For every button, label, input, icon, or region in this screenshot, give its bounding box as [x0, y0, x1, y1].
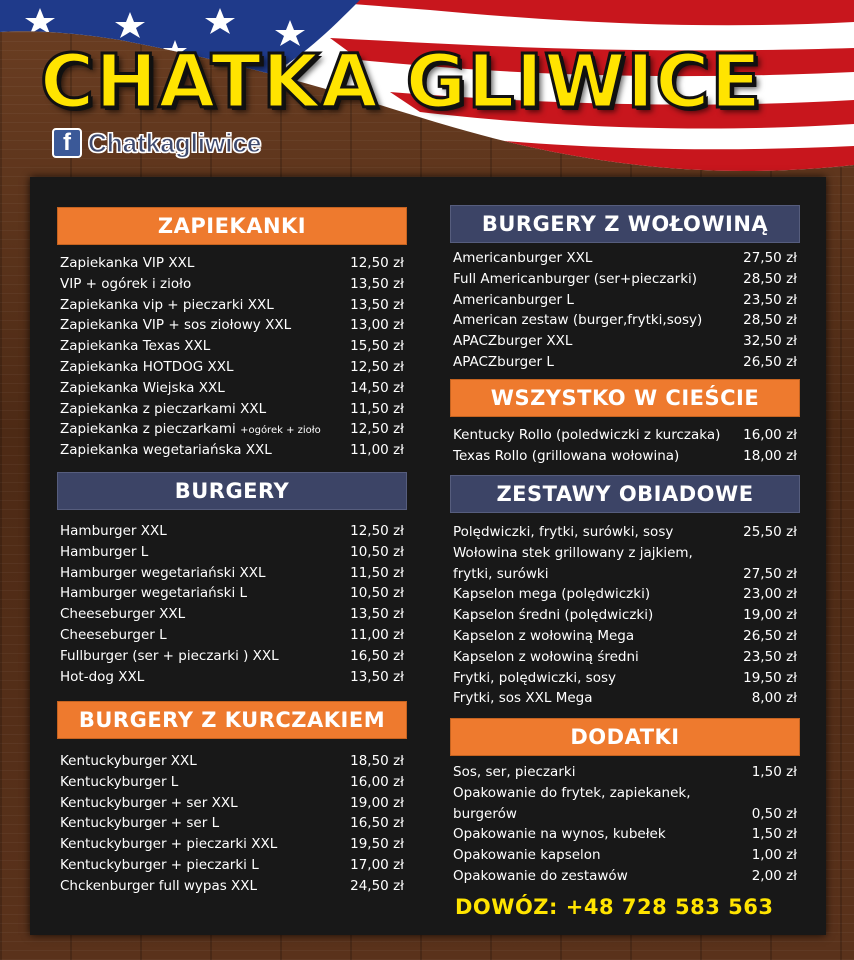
item-name: Kentuckyburger + ser XXL — [60, 794, 238, 811]
item-price: 18,50 zł — [350, 753, 404, 769]
item-price: 28,50 zł — [743, 270, 797, 287]
item-name: Kentuckyburger L — [60, 773, 179, 790]
menu-item — [57, 274, 407, 295]
menu-item — [57, 772, 407, 793]
menu-item — [450, 290, 800, 311]
item-price: 10,50 zł — [350, 543, 404, 560]
item-name: Kapselon z wołowiną Mega — [453, 627, 635, 644]
menu-item — [57, 625, 407, 646]
menu-board — [30, 177, 826, 935]
item-name: Texas Rollo (grillowana wołowina) — [453, 447, 680, 464]
section-kurczak — [57, 751, 407, 897]
item-price: 28,50 zł — [743, 312, 797, 329]
item-name: Kentuckyburger + pieczarki L — [60, 856, 259, 873]
item-price: 19,50 zł — [743, 669, 797, 686]
facebook-page-name: Chatkagliwice — [88, 127, 262, 158]
item-name: Kentuckyburger XXL — [60, 753, 197, 769]
section-header-kurczak: BURGERY Z KURCZAKIEM — [57, 701, 407, 739]
menu-item — [450, 845, 800, 866]
item-price: 12,50 zł — [350, 255, 404, 271]
section-zestawy — [450, 522, 800, 709]
item-price: 1,50 zł — [751, 826, 797, 843]
item-price: 11,50 zł — [350, 564, 404, 581]
section-header-zapiekanki: ZAPIEKANKI — [57, 207, 407, 245]
item-price: 14,50 zł — [350, 379, 404, 396]
item-name: APACZburger L — [453, 353, 554, 370]
section-header-ciescie: WSZYSTKO W CIEŚCIE — [450, 379, 800, 417]
page-title: CHATKA GLIWICE — [40, 39, 763, 125]
section-header-burgery: BURGERY — [57, 472, 407, 510]
item-name: Hamburger wegetariański L — [60, 585, 248, 602]
menu-item — [57, 667, 407, 688]
item-name: Kapselon z wołowiną średni — [453, 648, 639, 665]
item-name: Americanburger XXL — [453, 250, 593, 266]
item-name: Opakowanie do zestawów — [453, 867, 628, 884]
item-name: Opakowanie do frytek, zapiekanek, burgerów — [453, 784, 691, 822]
item-price: 12,50 zł — [350, 421, 404, 438]
item-price: 13,50 zł — [350, 668, 404, 685]
menu-item — [57, 542, 407, 563]
item-name: American zestaw (burger,frytki,sosy) — [453, 312, 703, 329]
item-name: Full Americanburger (ser+pieczarki) — [453, 270, 698, 287]
menu-item — [450, 543, 800, 585]
facebook-icon: f — [52, 128, 82, 158]
item-price: 18,00 zł — [743, 447, 797, 464]
section-header-zestawy: ZESTAWY OBIADOWE — [450, 475, 800, 513]
menu-item — [57, 315, 407, 336]
menu-item — [450, 584, 800, 605]
item-price: 27,50 zł — [743, 565, 797, 582]
menu-item — [57, 583, 407, 604]
menu-item — [57, 646, 407, 667]
item-name: Kapselon mega (polędwiczki) — [453, 586, 651, 603]
item-price: 24,50 zł — [350, 877, 404, 894]
item-price: 15,50 zł — [350, 338, 404, 355]
item-price: 13,50 zł — [350, 275, 404, 292]
item-price: 16,50 zł — [350, 815, 404, 832]
menu-item — [450, 425, 800, 446]
item-name: Wołowina stek grillowany z jajkiem, frytki, surówki — [453, 544, 693, 582]
item-name: Fullburger (ser + pieczarki ) XXL — [60, 647, 279, 664]
delivery-phone[interactable]: DOWÓZ: +48 728 583 563 — [455, 895, 774, 919]
item-name: Sos, ser, pieczarki — [453, 764, 576, 780]
item-name: Kentuckyburger + pieczarki XXL — [60, 836, 278, 853]
menu-item — [57, 521, 407, 542]
menu-item — [450, 248, 800, 269]
menu-item — [57, 563, 407, 584]
item-price: 13,50 zł — [350, 606, 404, 623]
section-header-wolowina: BURGERY Z WOŁOWINĄ — [450, 205, 800, 243]
item-name: Frytki, polędwiczki, sosy — [453, 669, 616, 686]
menu-item — [57, 440, 407, 461]
item-price: 26,50 zł — [743, 353, 797, 370]
menu-item — [57, 419, 407, 440]
menu-item — [57, 855, 407, 876]
item-name: VIP + ogórek i zioło — [60, 275, 192, 292]
menu-item — [450, 668, 800, 689]
menu-item — [450, 352, 800, 373]
item-price: 23,50 zł — [743, 291, 797, 308]
item-price: 13,50 zł — [350, 296, 404, 313]
item-price: 23,00 zł — [743, 586, 797, 603]
menu-item — [450, 647, 800, 668]
item-name: Zapiekanka wegetariańska XXL — [60, 442, 272, 459]
item-price: 8,00 zł — [751, 690, 797, 707]
menu-item — [450, 866, 800, 887]
item-name: Hamburger wegetariański XXL — [60, 564, 266, 581]
section-zapiekanki — [57, 253, 407, 461]
section-burgery — [57, 521, 407, 687]
menu-item — [450, 626, 800, 647]
item-name: Polędwiczki, frytki, surówki, sosy — [453, 524, 674, 540]
menu-item — [57, 834, 407, 855]
flag-banner — [0, 0, 854, 175]
item-name: APACZburger XXL — [453, 333, 573, 350]
item-price: 17,00 zł — [350, 856, 404, 873]
item-name: Hamburger L — [60, 543, 149, 560]
menu-item — [450, 688, 800, 709]
menu-item — [57, 813, 407, 834]
item-price: 16,50 zł — [350, 647, 404, 664]
item-name: Frytki, sos XXL Mega — [453, 690, 593, 707]
item-name: Kapselon średni (polędwiczki) — [453, 607, 654, 624]
item-name: Kentuckyburger + ser L — [60, 815, 220, 832]
item-price: 32,50 zł — [743, 333, 797, 350]
item-price: 13,00 zł — [350, 317, 404, 334]
menu-item — [57, 253, 407, 274]
menu-item — [450, 522, 800, 543]
item-price: 1,00 zł — [751, 847, 797, 864]
item-price: 19,00 zł — [743, 607, 797, 624]
item-price: 10,50 zł — [350, 585, 404, 602]
item-name: Kentucky Rollo (poledwiczki z kurczaka) — [453, 427, 721, 443]
menu-item — [57, 399, 407, 420]
item-name: Zapiekanka VIP XXL — [60, 255, 195, 271]
section-header-dodatki: DODATKI — [450, 718, 800, 756]
menu-item — [450, 331, 800, 352]
item-price: 25,50 zł — [743, 524, 797, 540]
item-price: 23,50 zł — [743, 648, 797, 665]
menu-item — [450, 310, 800, 331]
item-price: 26,50 zł — [743, 627, 797, 644]
item-name: Opakowanie kapselon — [453, 847, 601, 864]
menu-item — [57, 336, 407, 357]
item-name: Zapiekanka z pieczarkami XXL — [60, 400, 267, 417]
item-name: Chckenburger full wypas XXL — [60, 877, 258, 894]
item-name: Zapiekanka HOTDOG XXL — [60, 358, 234, 375]
item-price: 2,00 zł — [751, 867, 797, 884]
section-wolowina — [450, 248, 800, 373]
item-price: 1,50 zł — [751, 764, 797, 780]
menu-item — [57, 604, 407, 625]
item-price: 27,50 zł — [743, 250, 797, 266]
item-price: 12,50 zł — [350, 523, 404, 539]
menu-item — [57, 357, 407, 378]
item-price: 11,00 zł — [350, 442, 404, 459]
item-name: Hot-dog XXL — [60, 668, 145, 685]
item-price: 19,00 zł — [350, 794, 404, 811]
item-name-main: Zapiekanka z pieczarkami — [60, 421, 236, 438]
item-name: Zapiekanka vip + pieczarki XXL — [60, 296, 274, 313]
menu-item — [450, 824, 800, 845]
menu-item — [57, 751, 407, 772]
menu-item — [57, 378, 407, 399]
menu-item — [450, 605, 800, 626]
item-price: 16,00 zł — [350, 773, 404, 790]
menu-item — [450, 446, 800, 467]
item-name: Cheeseburger L — [60, 626, 167, 643]
item-name-note: +ogórek + zioło — [240, 425, 321, 437]
item-name: Opakowanie na wynos, kubełek — [453, 826, 666, 843]
menu-item — [450, 762, 800, 783]
item-name: Americanburger L — [453, 291, 574, 308]
menu-item — [57, 876, 407, 897]
item-price: 16,00 zł — [743, 427, 797, 443]
item-name: Zapiekanka Texas XXL — [60, 338, 211, 355]
item-price: 11,00 zł — [350, 626, 404, 643]
menu-item — [57, 295, 407, 316]
item-name: Hamburger XXL — [60, 523, 167, 539]
item-price: 0,50 zł — [751, 805, 797, 822]
item-price: 12,50 zł — [350, 358, 404, 375]
menu-item — [450, 269, 800, 290]
item-name: Cheeseburger XXL — [60, 606, 186, 623]
section-dodatki — [450, 762, 800, 887]
item-price: 19,50 zł — [350, 836, 404, 853]
item-name: Zapiekanka Wiejska XXL — [60, 379, 225, 396]
item-name — [60, 419, 321, 442]
facebook-link[interactable] — [52, 128, 261, 158]
item-name: Zapiekanka VIP + sos ziołowy XXL — [60, 317, 292, 334]
item-price: 11,50 zł — [350, 400, 404, 417]
menu-item — [57, 793, 407, 814]
menu-item — [450, 783, 800, 825]
section-ciescie — [450, 425, 800, 467]
